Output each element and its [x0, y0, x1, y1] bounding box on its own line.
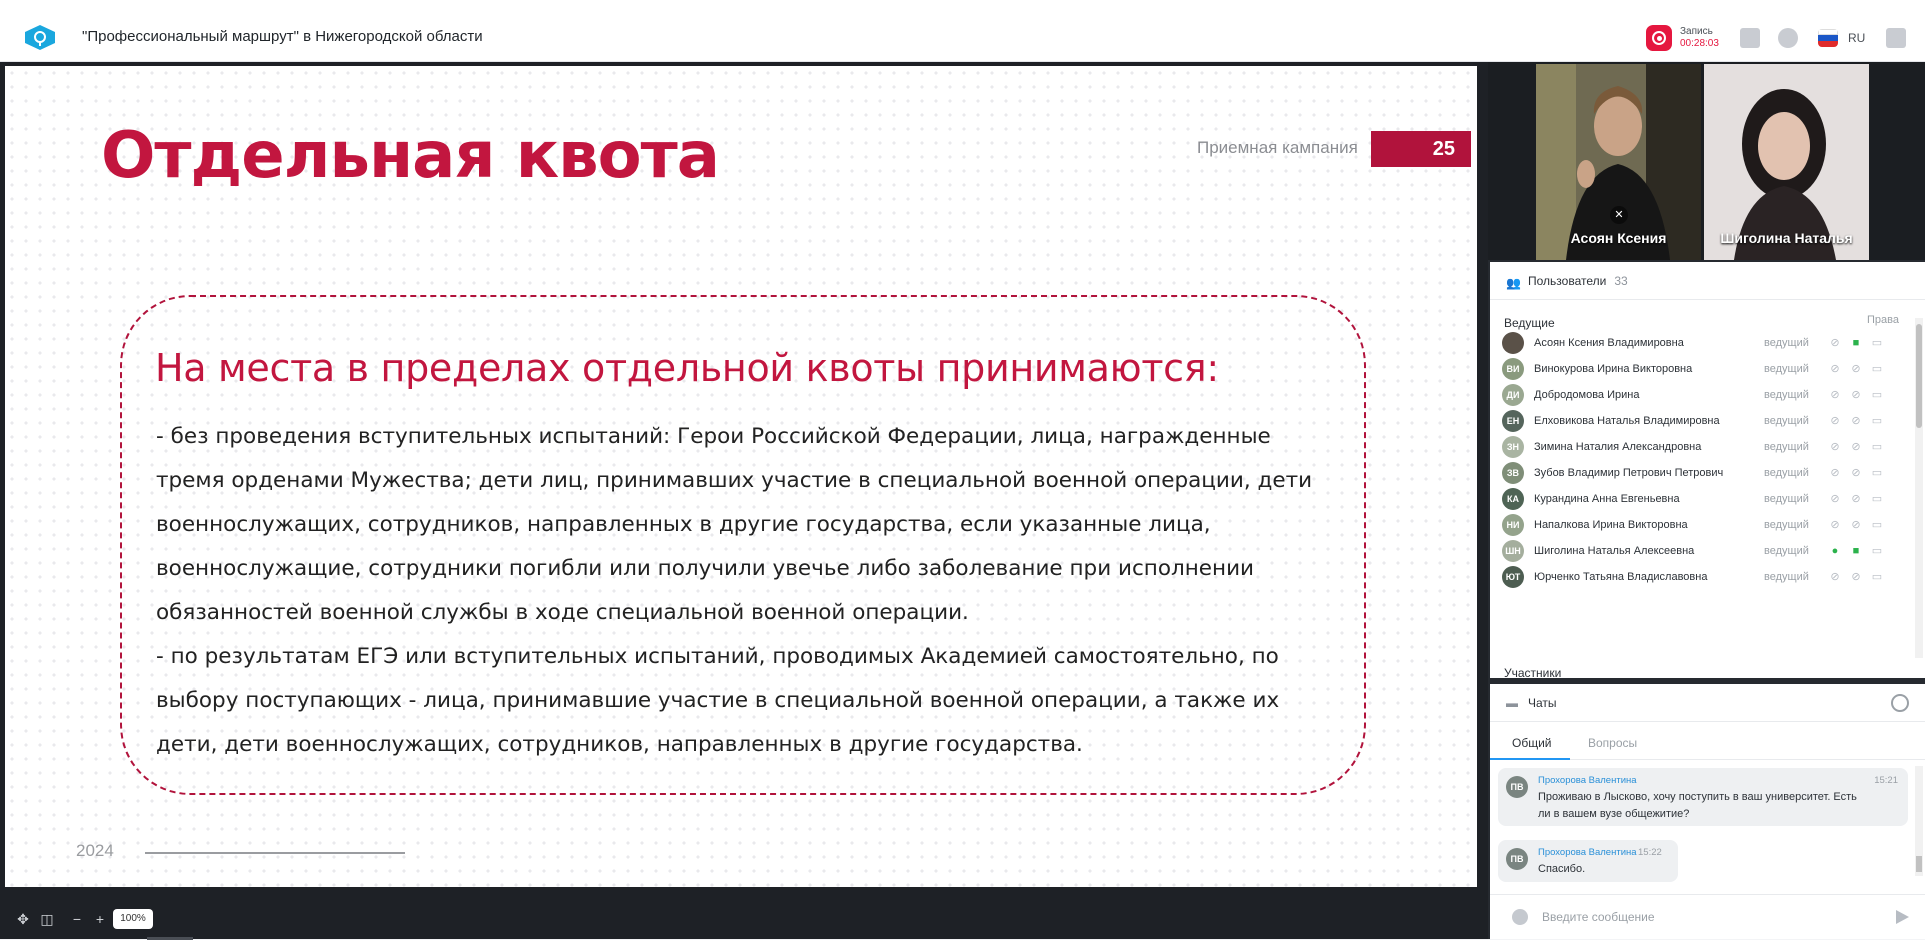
screen-share-icon[interactable]: ▭ — [1871, 415, 1883, 427]
user-role: ведущий — [1764, 467, 1809, 479]
slide-section-label: Приемная кампания — [1197, 138, 1358, 157]
chat-panel — [1490, 684, 1925, 939]
user-row[interactable] — [1502, 460, 1897, 486]
chat-icon: ▬ — [1506, 695, 1518, 710]
participants-section-label[interactable]: Участники — [1504, 666, 1562, 680]
quota-heading: На места в пределах отдельной квоты принимаются: — [155, 346, 1219, 390]
screen-share-icon[interactable]: ▭ — [1871, 389, 1883, 401]
quota-text — [156, 415, 1356, 767]
mic-off-icon[interactable]: ⊘ — [1830, 493, 1840, 505]
slide-page-number: 25 — [1371, 131, 1471, 167]
user-name: Напалкова Ирина Викторовна — [1534, 519, 1688, 531]
user-row[interactable] — [1502, 564, 1897, 590]
active-tab-indicator — [1490, 758, 1570, 760]
send-icon[interactable] — [1896, 910, 1909, 924]
avatar: ПВ — [1506, 776, 1528, 798]
user-role: ведущий — [1764, 493, 1809, 505]
recording-indicator[interactable] — [1646, 24, 1719, 52]
avatar: ШН — [1502, 540, 1524, 562]
avatar: ЗВ — [1502, 462, 1524, 484]
user-role: ведущий — [1764, 545, 1809, 557]
screen-share-icon[interactable]: ▭ — [1871, 337, 1883, 349]
top-bar — [0, 0, 1925, 62]
mic-off-icon[interactable]: ⊘ — [1830, 389, 1840, 401]
avatar: ЕН — [1502, 410, 1524, 432]
video-name: Асоян Ксения — [1570, 230, 1667, 246]
quota-text-line: обязанностей военной службы в ходе специальной военной операции. — [156, 600, 969, 625]
avatar: ЮТ — [1502, 566, 1524, 588]
avatar: НИ — [1502, 514, 1524, 536]
chat-header — [1490, 684, 1925, 722]
user-name: Юрченко Татьяна Владиславовна — [1534, 571, 1708, 583]
avatar — [1502, 332, 1524, 354]
mic-off-icon[interactable]: ⊘ — [1830, 363, 1840, 375]
screen-share-icon[interactable]: ▭ — [1871, 571, 1883, 583]
screen-share-icon[interactable]: ▭ — [1871, 519, 1883, 531]
chat-message — [1498, 840, 1678, 882]
user-row[interactable] — [1502, 434, 1897, 460]
message-text — [1538, 789, 1857, 823]
video-tile[interactable] — [1536, 64, 1701, 260]
quota-text-line: военнослужащие, сотрудники погибли или получили увечье либо заболевание при исполнении — [156, 556, 1255, 581]
mic-on-icon[interactable]: ● — [1831, 545, 1839, 557]
message-time: 15:21 — [1874, 775, 1898, 786]
mic-off-icon[interactable]: ⊘ — [1830, 337, 1840, 349]
user-row[interactable] — [1502, 408, 1897, 434]
camera-on-icon[interactable]: ■ — [1852, 337, 1860, 349]
message-input[interactable] — [1542, 910, 1872, 924]
tab-general[interactable]: Общий — [1512, 736, 1552, 750]
zoom-out-button[interactable]: − — [72, 911, 82, 927]
users-count: 33 — [1614, 273, 1628, 288]
message-line: Проживаю в Лысково, хочу поступить в ваш университет. Есть — [1538, 791, 1857, 803]
camera-off-icon[interactable]: ⊘ — [1851, 519, 1861, 531]
avatar: ПВ — [1506, 848, 1528, 870]
camera-off-icon[interactable]: ⊘ — [1851, 415, 1861, 427]
presentation-controls — [0, 887, 1488, 939]
users-panel — [1490, 262, 1925, 678]
video-name: Шиголина Наталья — [1720, 230, 1853, 246]
users-scrollbar[interactable] — [1915, 318, 1923, 658]
mic-off-icon[interactable]: ⊘ — [1830, 519, 1840, 531]
camera-off-icon[interactable]: ⊘ — [1851, 363, 1861, 375]
language-selector[interactable]: RU — [1848, 31, 1866, 45]
record-timer: 00:28:03 — [1680, 38, 1719, 49]
presentation-area — [0, 62, 1488, 939]
info-icon[interactable] — [1778, 28, 1798, 48]
user-row[interactable] — [1502, 382, 1897, 408]
message-author[interactable]: Прохорова Валентина — [1538, 847, 1637, 858]
users-header[interactable] — [1490, 262, 1925, 300]
user-row[interactable] — [1502, 486, 1897, 512]
user-role: ведущий — [1764, 519, 1809, 531]
mic-off-icon: ✕ — [1610, 206, 1628, 224]
screen-share-icon[interactable]: ▭ — [1871, 493, 1883, 505]
video-grid — [1488, 62, 1925, 260]
user-row[interactable] — [1502, 330, 1897, 356]
slide-footer-line — [145, 852, 405, 854]
message-text — [1538, 861, 1585, 878]
user-row[interactable] — [1502, 512, 1897, 538]
user-name: Винокурова Ирина Викторовна — [1534, 363, 1693, 375]
chat-input-row — [1490, 894, 1925, 938]
camera-off-icon[interactable]: ⊘ — [1851, 441, 1861, 453]
user-name: Асоян Ксения Владимировна — [1534, 337, 1684, 349]
user-row[interactable] — [1502, 538, 1897, 564]
slide-title: Отдельная квота — [101, 119, 719, 193]
user-role: ведущий — [1764, 337, 1809, 349]
camera-off-icon[interactable]: ⊘ — [1851, 389, 1861, 401]
quota-text-line: - по результатам ЕГЭ или вступительных испытаний, проводимых Академией самостоятельно, по — [156, 644, 1279, 669]
tab-questions[interactable]: Вопросы — [1588, 736, 1638, 750]
conference-title: "Профессиональный маршрут" в Нижегородской области — [82, 28, 483, 45]
slide — [5, 66, 1477, 888]
quota-text-line: военнослужащих, сотрудников, направленных в другие государства, если указанные лица, — [156, 512, 1211, 537]
user-name: Зубов Владимир Петрович Петрович — [1534, 467, 1724, 479]
camera-off-icon[interactable]: ⊘ — [1851, 467, 1861, 479]
chat-message — [1498, 768, 1908, 826]
quota-text-line: дети, дети военнослужащих, сотрудников, направленных в другие государства. — [156, 732, 1083, 757]
user-row[interactable] — [1502, 356, 1897, 382]
video-tile[interactable] — [1704, 64, 1869, 260]
fit-width-icon[interactable]: ✥ — [17, 911, 29, 927]
user-role: ведущий — [1764, 389, 1809, 401]
quota-text-line: - без проведения вступительных испытаний: Герои Российской Федерации, лица, награжденные — [156, 424, 1271, 449]
chat-tabs — [1490, 728, 1925, 760]
user-role: ведущий — [1764, 415, 1809, 427]
message-line: ли в вашем вузе общежитие? — [1538, 808, 1690, 820]
camera-off-icon[interactable]: ⊘ — [1851, 571, 1861, 583]
russian-flag-icon[interactable] — [1818, 29, 1838, 47]
exit-icon[interactable] — [1886, 28, 1906, 48]
hosts-section-label: Ведущие — [1504, 316, 1555, 330]
screen-share-icon[interactable]: ▭ — [1871, 363, 1883, 375]
user-role: ведущий — [1764, 363, 1809, 375]
emoji-icon[interactable] — [1512, 909, 1528, 925]
quota-text-line: тремя орденами Мужества; дети лиц, принимавших участие в специальной военной операции, дети — [156, 468, 1313, 493]
user-role: ведущий — [1764, 441, 1809, 453]
chat-scrollbar[interactable] — [1915, 766, 1923, 876]
user-name: Зимина Наталия Александровна — [1534, 441, 1702, 453]
user-role: ведущий — [1764, 571, 1809, 583]
users-icon: 👥 — [1506, 275, 1521, 290]
zoom-level[interactable]: 100% — [113, 909, 153, 929]
record-label: Запись — [1680, 26, 1713, 37]
avatar: ЗН — [1502, 436, 1524, 458]
folder-icon[interactable] — [1740, 28, 1760, 48]
user-name: Курандина Анна Евгеньевна — [1534, 493, 1680, 505]
right-panel — [1488, 62, 1925, 939]
mic-off-icon[interactable]: ⊘ — [1830, 441, 1840, 453]
screen-share-icon[interactable]: ▭ — [1871, 545, 1883, 557]
record-icon[interactable] — [1646, 25, 1672, 51]
screen-share-icon[interactable]: ▭ — [1871, 467, 1883, 479]
quota-text-line: выбору поступающих - лица, принимавшие участие в специальной военной операции, а также их — [156, 688, 1280, 713]
camera-off-icon[interactable]: ⊘ — [1851, 493, 1861, 505]
user-name: Елховикова Наталья Владимировна — [1534, 415, 1720, 427]
mic-off-icon[interactable]: ⊘ — [1830, 467, 1840, 479]
mic-off-icon[interactable]: ⊘ — [1830, 415, 1840, 427]
avatar: ВИ — [1502, 358, 1524, 380]
rights-label: Права — [1867, 314, 1899, 326]
message-time: 15:22 — [1638, 847, 1662, 858]
users-title: Пользователи — [1528, 273, 1607, 288]
avatar: КА — [1502, 488, 1524, 510]
message-line: Спасибо. — [1538, 863, 1586, 875]
slide-year: 2024 — [76, 841, 114, 860]
user-name: Шиголина Наталья Алексеевна — [1534, 545, 1695, 557]
user-name: Добродомова Ирина — [1534, 389, 1640, 401]
mic-off-icon[interactable]: ⊘ — [1830, 571, 1840, 583]
gear-icon[interactable] — [1891, 694, 1909, 712]
chat-title: Чаты — [1528, 695, 1557, 710]
camera-on-icon[interactable]: ■ — [1852, 545, 1860, 557]
zoom-in-button[interactable]: + — [95, 911, 105, 927]
fit-page-icon[interactable]: ◫ — [40, 911, 54, 927]
screen-share-icon[interactable]: ▭ — [1871, 441, 1883, 453]
avatar: ДИ — [1502, 384, 1524, 406]
message-author[interactable]: Прохорова Валентина — [1538, 775, 1637, 786]
app-logo-icon[interactable] — [22, 22, 58, 52]
